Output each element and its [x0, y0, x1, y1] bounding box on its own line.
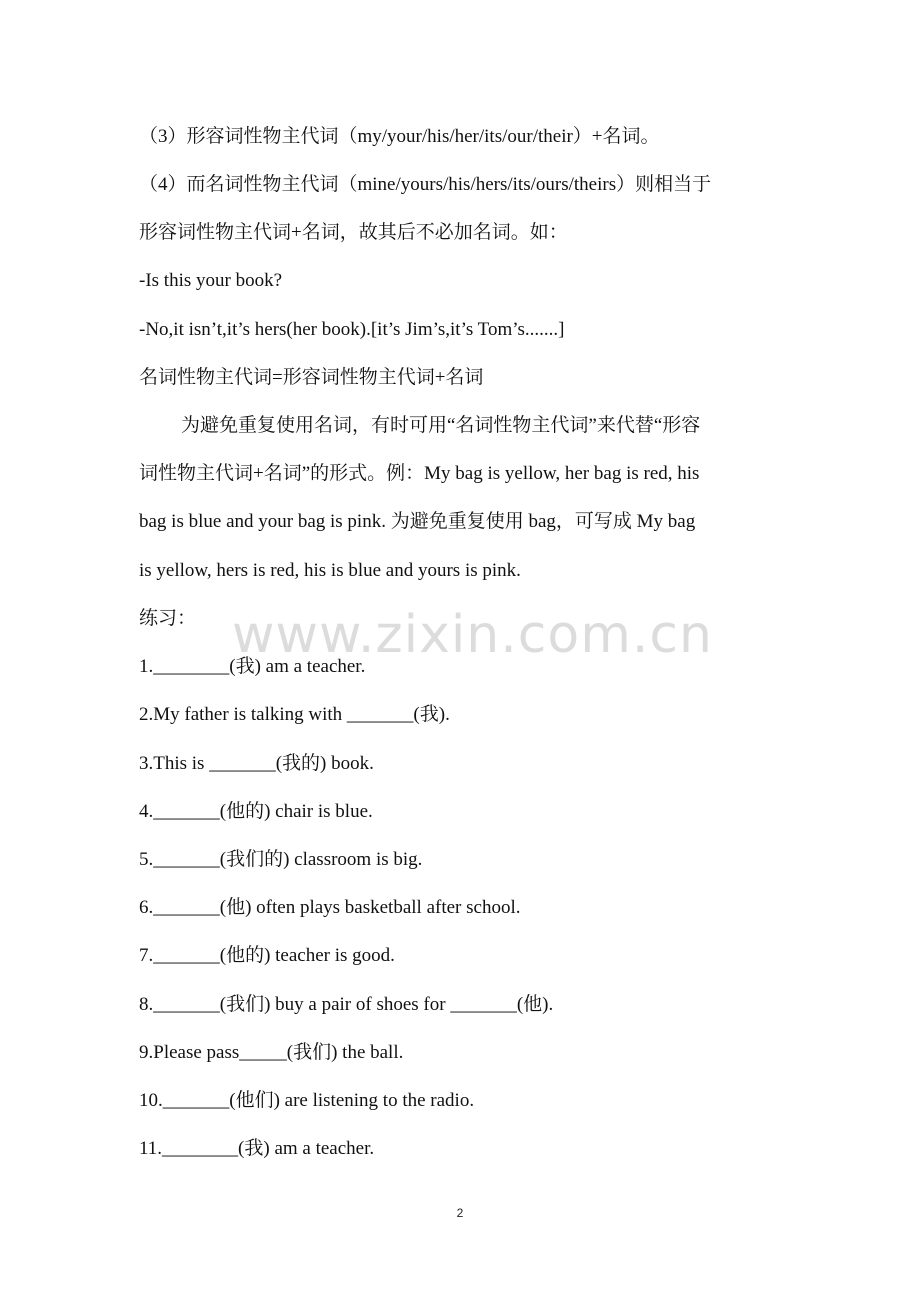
text-line: （4）而名词性物主代词（mine/yours/his/hers/its/ours/theirs）则相当于 — [139, 174, 712, 195]
page-number: 2 — [456, 1206, 464, 1220]
exercise-item: 3.This is _______(我的) book. — [139, 753, 374, 774]
text-line: -No,it isn’t,it’s hers(her book).[it’s Jim’s,it’s Tom’s.......] — [139, 319, 565, 340]
exercise-item: 6._______(他) often plays basketball after school. — [139, 897, 521, 918]
exercise-item: 10._______(他们) are listening to the radio. — [139, 1090, 475, 1111]
exercise-item: 1.________(我) am a teacher. — [139, 656, 366, 677]
watermark: www.zixin.com.cn — [232, 605, 713, 665]
text-line: -Is this your book? — [139, 270, 283, 291]
exercise-item: 9.Please pass_____(我们) the ball. — [139, 1042, 404, 1063]
text-line: 形容词性物主代词+名词，故其后不必加名词。如： — [139, 222, 568, 243]
text-line: is yellow, hers is red, his is blue and yours is pink. — [139, 560, 521, 581]
text-line: 名词性物主代词=形容词性物主代词+名词 — [139, 367, 484, 388]
exercise-item: 7._______(他的) teacher is good. — [139, 945, 395, 966]
exercise-item: 5._______(我们的) classroom is big. — [139, 849, 423, 870]
exercise-item: 11.________(我) am a teacher. — [139, 1138, 375, 1159]
text-line: 为避免重复使用名词，有时可用“名词性物主代词”来代替“形容 — [181, 415, 701, 436]
text-line: bag is blue and your bag is pink. 为避免重复使用 bag，可写成 My bag — [139, 511, 696, 532]
section-heading: 练习： — [139, 608, 197, 629]
text-line: 词性物主代词+名词”的形式。例：My bag is yellow, her bag is red, his — [139, 463, 700, 484]
exercise-item: 8._______(我们) buy a pair of shoes for _______(他). — [139, 994, 554, 1015]
exercise-item: 4._______(他的) chair is blue. — [139, 801, 373, 822]
exercise-item: 2.My father is talking with _______(我). — [139, 704, 450, 725]
text-line: （3）形容词性物主代词（my/your/his/her/its/our/their）+名词。 — [139, 126, 660, 147]
